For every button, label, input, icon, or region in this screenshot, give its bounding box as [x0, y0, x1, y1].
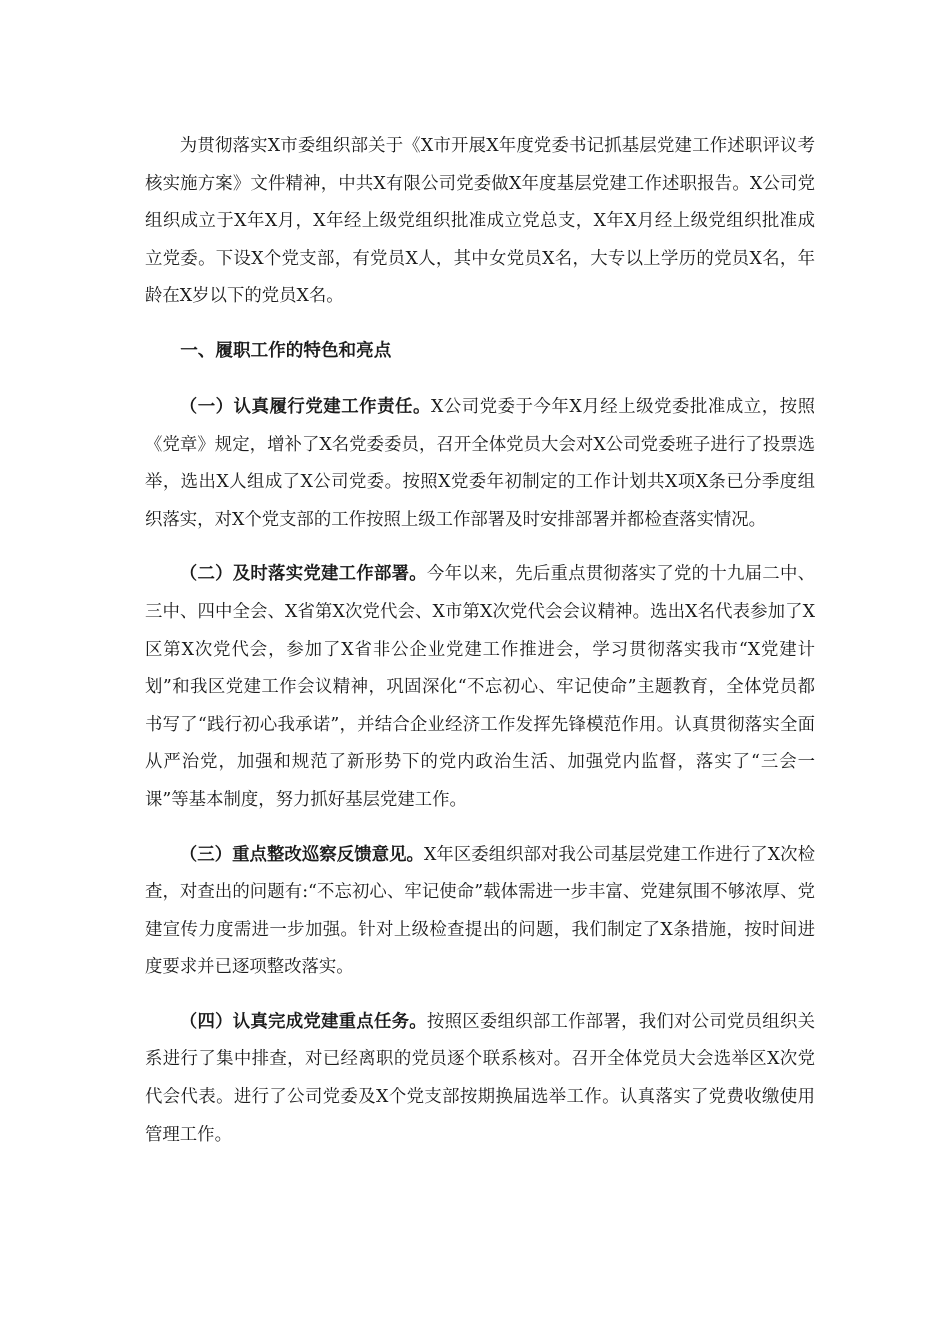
item-paragraph-2 [145, 556, 815, 819]
section-heading: 一、履职工作的特色和亮点 [180, 340, 392, 361]
intro-paragraph: 为贯彻落实X市委组织部关于《X市开展X年度党委书记抓基层党建工作述职评议考核实施方案》文件精神，中共X有限公司党委做X年度基层党建工作述职报告。X公司党组织成立于X年X月，X年经上级党组织批准成立党总支，X年X月经上级党组织批准成立党委。下设X个党支部，有党员X人，其中女党员X名，大专以上学历的党员X名，年龄在X岁以下的党员X名。 [145, 136, 815, 307]
item-paragraph-3 [145, 837, 815, 987]
item-title-3: （三）重点整改巡察反馈意见。 [179, 844, 424, 865]
item-title-2: （二）及时落实党建工作部署。 [179, 564, 427, 585]
item-paragraph-1 [145, 389, 815, 539]
item-body-3: X年区委组织部对我公司基层党建工作进行了X次检查，对查出的问题有:“不忘初心、牢记使命”载体需进一步丰富、党建氛围不够浓厚、党建宣传力度需进一步加强。针对上级检查提出的问题，我们制定了X条措施，按时间进度要求并已逐项整改落实。 [145, 844, 815, 978]
item-title-1: （一）认真履行党建工作责任。 [179, 396, 431, 417]
item-body-1: X公司党委于今年X月经上级党委批准成立，按照《党章》规定，增补了X名党委委员，召开全体党员大会对X公司党委班子进行了投票选举，选出X人组成了X公司党委。按照X党委年初制定的工作计划共X项X条已分季度组织落实，对X个党支部的工作按照上级工作部署及时安排部署并都检查落实情况。 [145, 396, 815, 530]
item-body-2: 今年以来，先后重点贯彻落实了党的十九届二中、三中、四中全会、X省第X次党代会、X市第X次党代会会议精神。选出X名代表参加了X区第X次党代会，参加了X省非公企业党建工作推进会，学习贯彻落实我市“X党建计划”和我区党建工作会议精神，巩固深化“不忘初心、牢记使命”主题教育，全体党员都书写了“践行初心我承诺”，并结合企业经济工作发挥先锋模范作用。认真贯彻落实全面从严治党，加强和规范了新形势下的党内政治生活、加强党内监督，落实了“三会一课”等基本制度，努力抓好基层党建工作。 [145, 564, 815, 810]
item-paragraph-4 [145, 1004, 815, 1154]
document-body [145, 128, 815, 1171]
item-title-4: （四）认真完成党建重点任务。 [179, 1011, 427, 1032]
item-body-4: 按照区委组织部工作部署，我们对公司党员组织关系进行了集中排查，对已经离职的党员逐个联系核对。召开全体党员大会选举区X次党代会代表。进行了公司党委及X个党支部按期换届选举工作。认真落实了党费收缴使用管理工作。 [145, 1011, 815, 1145]
